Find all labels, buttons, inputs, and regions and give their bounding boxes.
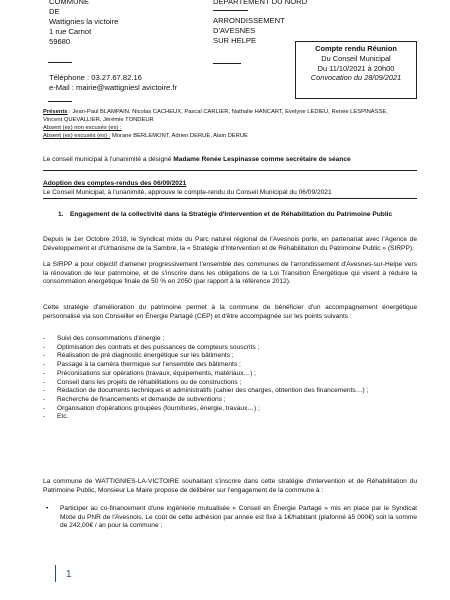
- absent-unexcused: Absent (es) non excusés (es) :: [43, 124, 122, 131]
- present-names-line2: Vincent QUEVALLIER, Jérémie TONDEUR: [43, 116, 154, 123]
- header-left: [49, 0, 118, 47]
- list-item: - Recherche de financements et demande de subventions ;: [43, 395, 226, 403]
- email-text: e-Mail : mairie@wattigniesl avictoire.fr: [49, 83, 177, 93]
- secretary-name: Madame Renée Lespinasse comme secrétaire de séance: [173, 156, 351, 163]
- list-item: - Réalisation de pré diagnostic énergétique sur les bâtiments ;: [43, 352, 234, 360]
- bullet-text: Participer au co-financement d'une ingénierie mutualisée « Conseil en Énergie Partagé » mis en place par le Syndicat Mixte du PNR de l'Avesnois. Le coût de cette adhésion par année est fixé à 1€/habitant (plafonné à5 000€) soit la somme de 242,00€ / an pour la commune ;: [60, 505, 417, 530]
- title-box-line3: Du 11/10/2021 à 20h00: [317, 63, 395, 73]
- header-left-line3: Wattignies la victoire: [49, 17, 119, 27]
- list-item: - Suivi des consommations d'énergie ;: [43, 335, 165, 342]
- paragraph-2: La SIRPP a pour objectif d'amener progressivement l'ensemble des communes de l'arrondissement d'Avesnes-sur-Helpe vers la rénovation de leur patrimoine, et de s'inscrire dans les obligations de la Loi Transition Énergétique qui visent à réduire la consommation énergétique finale de 50 % en 2050 (par rapport à la référence 2012).: [43, 261, 417, 286]
- contact-divider: [48, 101, 72, 102]
- list-item: - Passage à la caméra thermique sur l'ensemble des bâtiments ;: [43, 361, 241, 369]
- list-item: - Optimisation des contrats et des puissances de compteurs souscrits ;: [43, 343, 260, 351]
- list-item: - Rédaction de documents techniques et administratifs (cahier des charges, obtention des financements…) ;: [43, 387, 369, 395]
- secretary-prefix: Le conseil municipal à l'unanimité a désigné: [43, 156, 174, 163]
- services-list: [43, 335, 417, 422]
- header-right-divider-bottom: [213, 63, 241, 64]
- adoption-rule: [43, 198, 417, 199]
- title-box-convocation: Convocation du 28/09/2021: [310, 73, 402, 83]
- adoption-heading: Adoption des comptes-rendus des 06/09/2021: [43, 180, 187, 187]
- header-right-line2: ARRONDISSEMENT: [213, 16, 285, 26]
- header-left-line1: COMMUNE: [49, 0, 90, 6]
- paragraph-3: Cette stratégie d'amélioration du patrimoine permet à la commune de bénéficier d'un accompagnement énergétique personnalisé via son Conseiller en Énergie Partagé (CEP) et d'être accompagnée sur les points suivants :: [43, 304, 417, 320]
- absent-excused-names: Morane BERLEMONT, Adrien DERUE, Alain DERUE: [110, 132, 248, 139]
- list-item: - Préconisations sur opérations (travaux, équipements, matériaux…) ;: [43, 369, 257, 377]
- list-item: - Etc.: [43, 413, 69, 421]
- list-item: - Organisation d'opérations groupées (fournitures, énergie, travaux…) ;: [43, 404, 260, 412]
- header-right-line4: SUR HELPE: [213, 36, 257, 46]
- header-right-line3: D'AVESNES: [213, 26, 256, 36]
- title-box-line2: Du Conseil Municipal: [321, 53, 391, 63]
- absent-excused-label: Absent (es) excusés (es) :: [43, 132, 111, 139]
- secretary-rule: [43, 170, 417, 171]
- bullet-icon: •: [46, 505, 49, 512]
- page-number: 1: [66, 569, 72, 580]
- header-left-line4: 1 rue Carnot: [49, 27, 92, 37]
- section1-number: 1.: [58, 211, 64, 218]
- phone-text: Téléphone : 03.27.67.82.16: [49, 73, 142, 82]
- bullet-item: [43, 505, 417, 531]
- header-left-line2: DE: [49, 7, 60, 17]
- header-right-line1: DEPARTEMENT DU NORD: [213, 0, 308, 6]
- section1-heading: Engagement de la collectivité dans la Stratégie d'Intervention et de Réhabilitation du Patrimoine Public: [70, 211, 393, 218]
- contact-block: [49, 73, 177, 93]
- header-right: [213, 0, 307, 46]
- secretary-line: [43, 156, 423, 165]
- header-right-divider-top: [213, 10, 248, 11]
- title-box: [295, 41, 417, 99]
- closing-paragraph: La commune de WATTIGNIES-LA-VICTOIRE souhaitant s'inscrire dans cette stratégie d'intervention et de Réhabilitation du Patrimoine Public, Monsieur Le Maire propose de délibérer sur l'engagement de la commune à :: [43, 478, 417, 494]
- attendance-block: [43, 109, 423, 141]
- page-number-bar: [55, 565, 56, 582]
- title-box-title: Compte rendu Réunion: [315, 44, 397, 53]
- header-left-divider: [48, 62, 72, 63]
- adoption-text: Le Conseil Municipal, à l'unanimité, approuve le compte-rendu du Conseil Municipal du 06/09/2021: [43, 189, 332, 196]
- list-item: - Conseil dans les projets de réhabilitations ou de constructions ;: [43, 378, 242, 386]
- present-label: Présents: [43, 109, 68, 115]
- present-names: : Jean-Paul BLAMPAIN, Nicolas CACHEUX, Pascal CARLIER, Nathalie HANCART, Evelyne LEDIEU, Renée LESPINASSE,: [67, 109, 388, 115]
- header-left-line5: 59680: [49, 37, 71, 47]
- paragraph-1: Depuis le 1er Octobre 2018, le Syndicat mixte du Parc naturel régional de l'Avesnois porte, en partenariat avec l'Agence de Développement et d'Urbanisme de la Sambre, la « Stratégie d'Intervention et de Réhabilitation du Patrimoine Public » (SIRPP).: [43, 236, 417, 252]
